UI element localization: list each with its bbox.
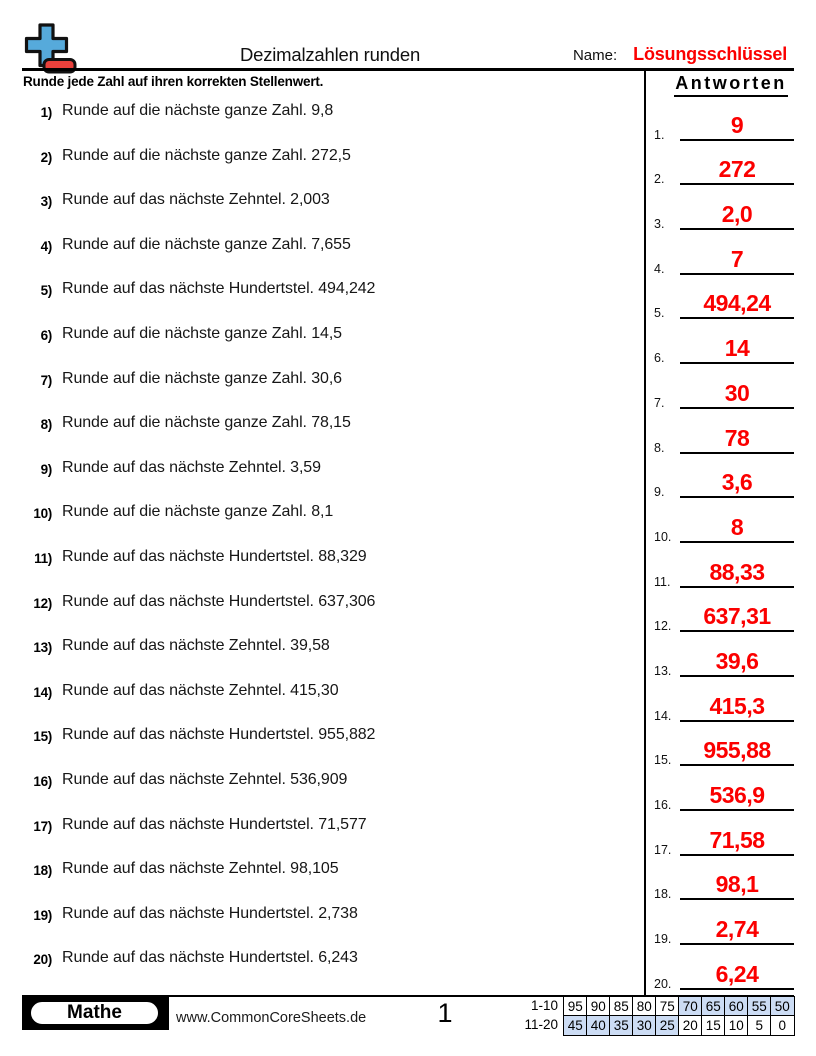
question-text: Runde auf das nächste Hundertstel. 2,738 bbox=[62, 904, 358, 922]
question-text: Runde auf das nächste Zehntel. 3,59 bbox=[62, 458, 321, 476]
answer-row bbox=[652, 500, 810, 545]
instruction-text: Runde jede Zahl auf ihren korrekten Stellenwert. bbox=[23, 74, 324, 89]
question-row bbox=[22, 631, 627, 676]
answer-row bbox=[652, 321, 810, 366]
answer-value: 415,3 bbox=[709, 692, 765, 719]
answer-blank-line bbox=[680, 203, 794, 230]
header-rule bbox=[22, 68, 794, 71]
name-label: Name: bbox=[572, 47, 618, 64]
grade-cells-11-20-shaded bbox=[563, 1015, 680, 1036]
question-text: Runde auf die nächste ganze Zahl. 30,6 bbox=[62, 369, 342, 387]
question-text: Runde auf die nächste ganze Zahl. 8,1 bbox=[62, 503, 334, 521]
question-number: 2) bbox=[40, 149, 52, 165]
answer-number: 17. bbox=[654, 842, 672, 857]
answer-blank-line bbox=[680, 647, 794, 677]
question-text: Runde auf die nächste ganze Zahl. 7,655 bbox=[62, 235, 351, 253]
question-number: 11) bbox=[34, 550, 52, 566]
subject-badge bbox=[22, 997, 169, 1030]
grading-row-1-10 bbox=[505, 996, 795, 1017]
question-row bbox=[22, 542, 627, 587]
question-text: Runde auf das nächste Hundertstel. 494,242 bbox=[62, 280, 376, 298]
answer-number: 5. bbox=[654, 306, 665, 321]
answer-number: 4. bbox=[654, 261, 665, 276]
question-row bbox=[22, 274, 627, 319]
answer-blank-line bbox=[680, 379, 794, 409]
question-row bbox=[22, 319, 627, 364]
answer-value: 536,9 bbox=[709, 782, 765, 808]
answer-value: 14 bbox=[724, 335, 750, 362]
answer-blank-line bbox=[680, 292, 794, 319]
answer-number: 14. bbox=[654, 708, 672, 723]
question-row bbox=[22, 364, 627, 409]
question-text: Runde auf die nächste ganze Zahl. 14,5 bbox=[62, 324, 342, 342]
question-text: Runde auf das nächste Hundertstel. 955,882 bbox=[62, 726, 376, 744]
question-row bbox=[22, 185, 627, 230]
answer-value: 955,88 bbox=[703, 737, 771, 764]
answer-number: 11. bbox=[654, 574, 671, 589]
answer-list bbox=[652, 98, 810, 992]
answer-row bbox=[652, 143, 810, 188]
answer-blank-line bbox=[680, 692, 794, 722]
question-text: Runde auf das nächste Zehntel. 2,003 bbox=[62, 191, 330, 209]
grade-cell: 5 bbox=[747, 1015, 772, 1036]
grade-cell: 40 bbox=[586, 1015, 611, 1036]
question-text: Runde auf die nächste ganze Zahl. 9,8 bbox=[62, 102, 334, 119]
question-row bbox=[22, 141, 627, 186]
answer-value: 6,24 bbox=[715, 960, 759, 987]
answers-divider bbox=[644, 70, 646, 996]
answer-blank-line bbox=[680, 424, 794, 454]
grade-cell: 20 bbox=[678, 1015, 703, 1036]
question-row bbox=[22, 943, 627, 988]
answer-row bbox=[652, 768, 810, 813]
question-number: 18) bbox=[33, 863, 52, 879]
question-number: 13) bbox=[33, 640, 52, 656]
question-number: 10) bbox=[33, 506, 52, 522]
answer-row bbox=[652, 545, 810, 590]
question-row bbox=[22, 810, 627, 855]
answer-number: 13. bbox=[654, 663, 672, 678]
answer-number: 2. bbox=[654, 172, 665, 187]
answer-value: 2,74 bbox=[715, 916, 759, 943]
grade-cell: 45 bbox=[563, 1015, 588, 1036]
answer-blank-line bbox=[680, 873, 794, 900]
answers-heading bbox=[652, 73, 810, 97]
answer-row bbox=[652, 366, 810, 411]
grade-cell: 10 bbox=[724, 1015, 749, 1036]
answer-blank-line bbox=[680, 739, 794, 766]
answer-key-label: Lösungsschlüssel bbox=[633, 44, 787, 64]
grade-cell: 15 bbox=[701, 1015, 726, 1036]
answer-value: 3,6 bbox=[721, 469, 753, 496]
answer-blank-line bbox=[680, 784, 794, 811]
answer-row bbox=[652, 634, 810, 679]
grade-cell: 65 bbox=[701, 996, 726, 1017]
answer-row bbox=[652, 232, 810, 277]
question-text: Runde auf das nächste Hundertstel. 6,243 bbox=[62, 949, 358, 967]
answer-blank-line bbox=[680, 158, 794, 185]
question-row bbox=[22, 497, 627, 542]
answer-blank-line bbox=[680, 111, 794, 141]
answer-value: 88,33 bbox=[709, 558, 765, 585]
grade-cells-11-20-white bbox=[678, 1015, 795, 1036]
question-row bbox=[22, 587, 627, 632]
question-number: 15) bbox=[33, 729, 52, 745]
answer-value: 30 bbox=[724, 379, 750, 406]
grade-cell: 85 bbox=[609, 996, 634, 1017]
answer-number: 10. bbox=[654, 529, 672, 544]
answer-number: 8. bbox=[654, 440, 665, 455]
answer-row bbox=[652, 187, 810, 232]
question-row bbox=[22, 899, 627, 944]
answer-value: 9 bbox=[730, 111, 744, 138]
question-row bbox=[22, 676, 627, 721]
question-number: 6) bbox=[40, 327, 52, 343]
grade-cell: 60 bbox=[724, 996, 749, 1017]
subject-badge-label: Mathe bbox=[29, 1000, 160, 1026]
grade-cell: 25 bbox=[655, 1015, 680, 1036]
answer-row bbox=[652, 456, 810, 501]
question-number: 1) bbox=[40, 105, 52, 120]
answer-value: 39,6 bbox=[715, 647, 759, 674]
answer-row bbox=[652, 411, 810, 456]
question-number: 20) bbox=[33, 952, 52, 968]
answer-blank-line bbox=[680, 245, 794, 275]
grade-cell: 0 bbox=[770, 1015, 795, 1036]
grade-cell: 35 bbox=[609, 1015, 634, 1036]
answer-value: 272 bbox=[718, 156, 756, 183]
question-row bbox=[22, 765, 627, 810]
answer-row bbox=[652, 858, 810, 903]
answer-value: 8 bbox=[730, 513, 744, 540]
answer-value: 2,0 bbox=[721, 201, 753, 228]
answer-number: 3. bbox=[654, 217, 665, 232]
answer-number: 16. bbox=[654, 798, 672, 812]
website-url: www.CommonCoreSheets.de bbox=[176, 1010, 367, 1026]
answers-heading-text: Antworten bbox=[674, 73, 788, 97]
answer-blank-line bbox=[680, 918, 794, 945]
question-number: 17) bbox=[33, 818, 52, 834]
answer-number: 1. bbox=[654, 127, 665, 142]
grade-cell: 55 bbox=[747, 996, 772, 1017]
question-row bbox=[22, 854, 627, 899]
answer-row bbox=[652, 590, 810, 635]
grade-cell: 75 bbox=[655, 996, 680, 1017]
grade-cell: 70 bbox=[678, 996, 703, 1017]
question-text: Runde auf das nächste Zehntel. 98,105 bbox=[62, 860, 339, 878]
question-number: 19) bbox=[33, 907, 52, 923]
answer-blank-line bbox=[680, 960, 794, 990]
grading-table bbox=[505, 996, 795, 1036]
question-number: 9) bbox=[40, 461, 52, 477]
question-number: 4) bbox=[40, 238, 52, 254]
answer-number: 15. bbox=[654, 753, 672, 768]
answer-row bbox=[652, 813, 810, 858]
question-number: 12) bbox=[33, 595, 52, 611]
question-text: Runde auf das nächste Hundertstel. 71,577 bbox=[62, 815, 367, 833]
question-number: 14) bbox=[33, 684, 52, 700]
answer-value: 78 bbox=[724, 424, 750, 451]
answer-blank-line bbox=[680, 826, 794, 856]
answer-blank-line bbox=[680, 558, 794, 588]
grade-cell: 50 bbox=[770, 996, 795, 1017]
grading-row-label: 11-20 bbox=[524, 1017, 558, 1032]
grade-cells-1-10-white bbox=[563, 996, 680, 1017]
grade-cell: 80 bbox=[632, 996, 657, 1017]
question-number: 8) bbox=[40, 417, 52, 433]
page-number: 1 bbox=[437, 998, 453, 1028]
answer-row bbox=[652, 98, 810, 143]
question-text: Runde auf die nächste ganze Zahl. 78,15 bbox=[62, 414, 351, 432]
answer-row bbox=[652, 679, 810, 724]
answer-value: 7 bbox=[730, 245, 744, 272]
grade-cell: 90 bbox=[586, 996, 611, 1017]
question-text: Runde auf das nächste Zehntel. 536,909 bbox=[62, 770, 348, 788]
answer-number: 20. bbox=[654, 976, 672, 991]
grade-cells-1-10-shaded bbox=[678, 996, 795, 1017]
grade-cell: 30 bbox=[632, 1015, 657, 1036]
answer-number: 12. bbox=[654, 619, 672, 634]
answer-blank-line bbox=[680, 471, 794, 498]
question-row bbox=[22, 720, 627, 765]
question-text: Runde auf das nächste Zehntel. 39,58 bbox=[62, 637, 330, 655]
question-row bbox=[22, 96, 627, 141]
answer-value: 494,24 bbox=[703, 290, 771, 317]
question-text: Runde auf das nächste Hundertstel. 88,329 bbox=[62, 547, 367, 565]
answer-value: 98,1 bbox=[715, 871, 759, 898]
answer-blank-line bbox=[680, 337, 794, 364]
name-row bbox=[573, 44, 787, 65]
answer-row bbox=[652, 947, 810, 992]
grading-row-11-20 bbox=[505, 1015, 795, 1036]
question-number: 16) bbox=[33, 773, 52, 789]
answer-number: 19. bbox=[654, 932, 672, 947]
question-number: 3) bbox=[40, 194, 52, 210]
question-text: Runde auf die nächste ganze Zahl. 272,5 bbox=[62, 146, 351, 164]
question-number: 7) bbox=[40, 372, 52, 388]
question-list bbox=[22, 96, 627, 988]
question-row bbox=[22, 453, 627, 498]
answer-row bbox=[652, 724, 810, 769]
answer-number: 9. bbox=[654, 485, 665, 500]
answer-value: 71,58 bbox=[709, 826, 765, 853]
answer-number: 18. bbox=[654, 887, 672, 902]
answer-row bbox=[652, 277, 810, 322]
question-row bbox=[22, 408, 627, 453]
answer-number: 6. bbox=[654, 351, 665, 366]
answer-value: 637,31 bbox=[703, 603, 771, 630]
question-row bbox=[22, 230, 627, 275]
grading-row-label: 1-10 bbox=[530, 998, 558, 1013]
worksheet-title: Dezimalzahlen runden bbox=[239, 44, 421, 65]
question-text: Runde auf das nächste Hundertstel. 637,306 bbox=[62, 592, 376, 610]
grade-cell: 95 bbox=[563, 996, 588, 1017]
question-number: 5) bbox=[40, 283, 52, 299]
answer-blank-line bbox=[680, 605, 794, 632]
question-text: Runde auf das nächste Zehntel. 415,30 bbox=[62, 681, 339, 699]
answer-number: 7. bbox=[654, 395, 665, 410]
answer-blank-line bbox=[680, 513, 794, 543]
answer-row bbox=[652, 902, 810, 947]
